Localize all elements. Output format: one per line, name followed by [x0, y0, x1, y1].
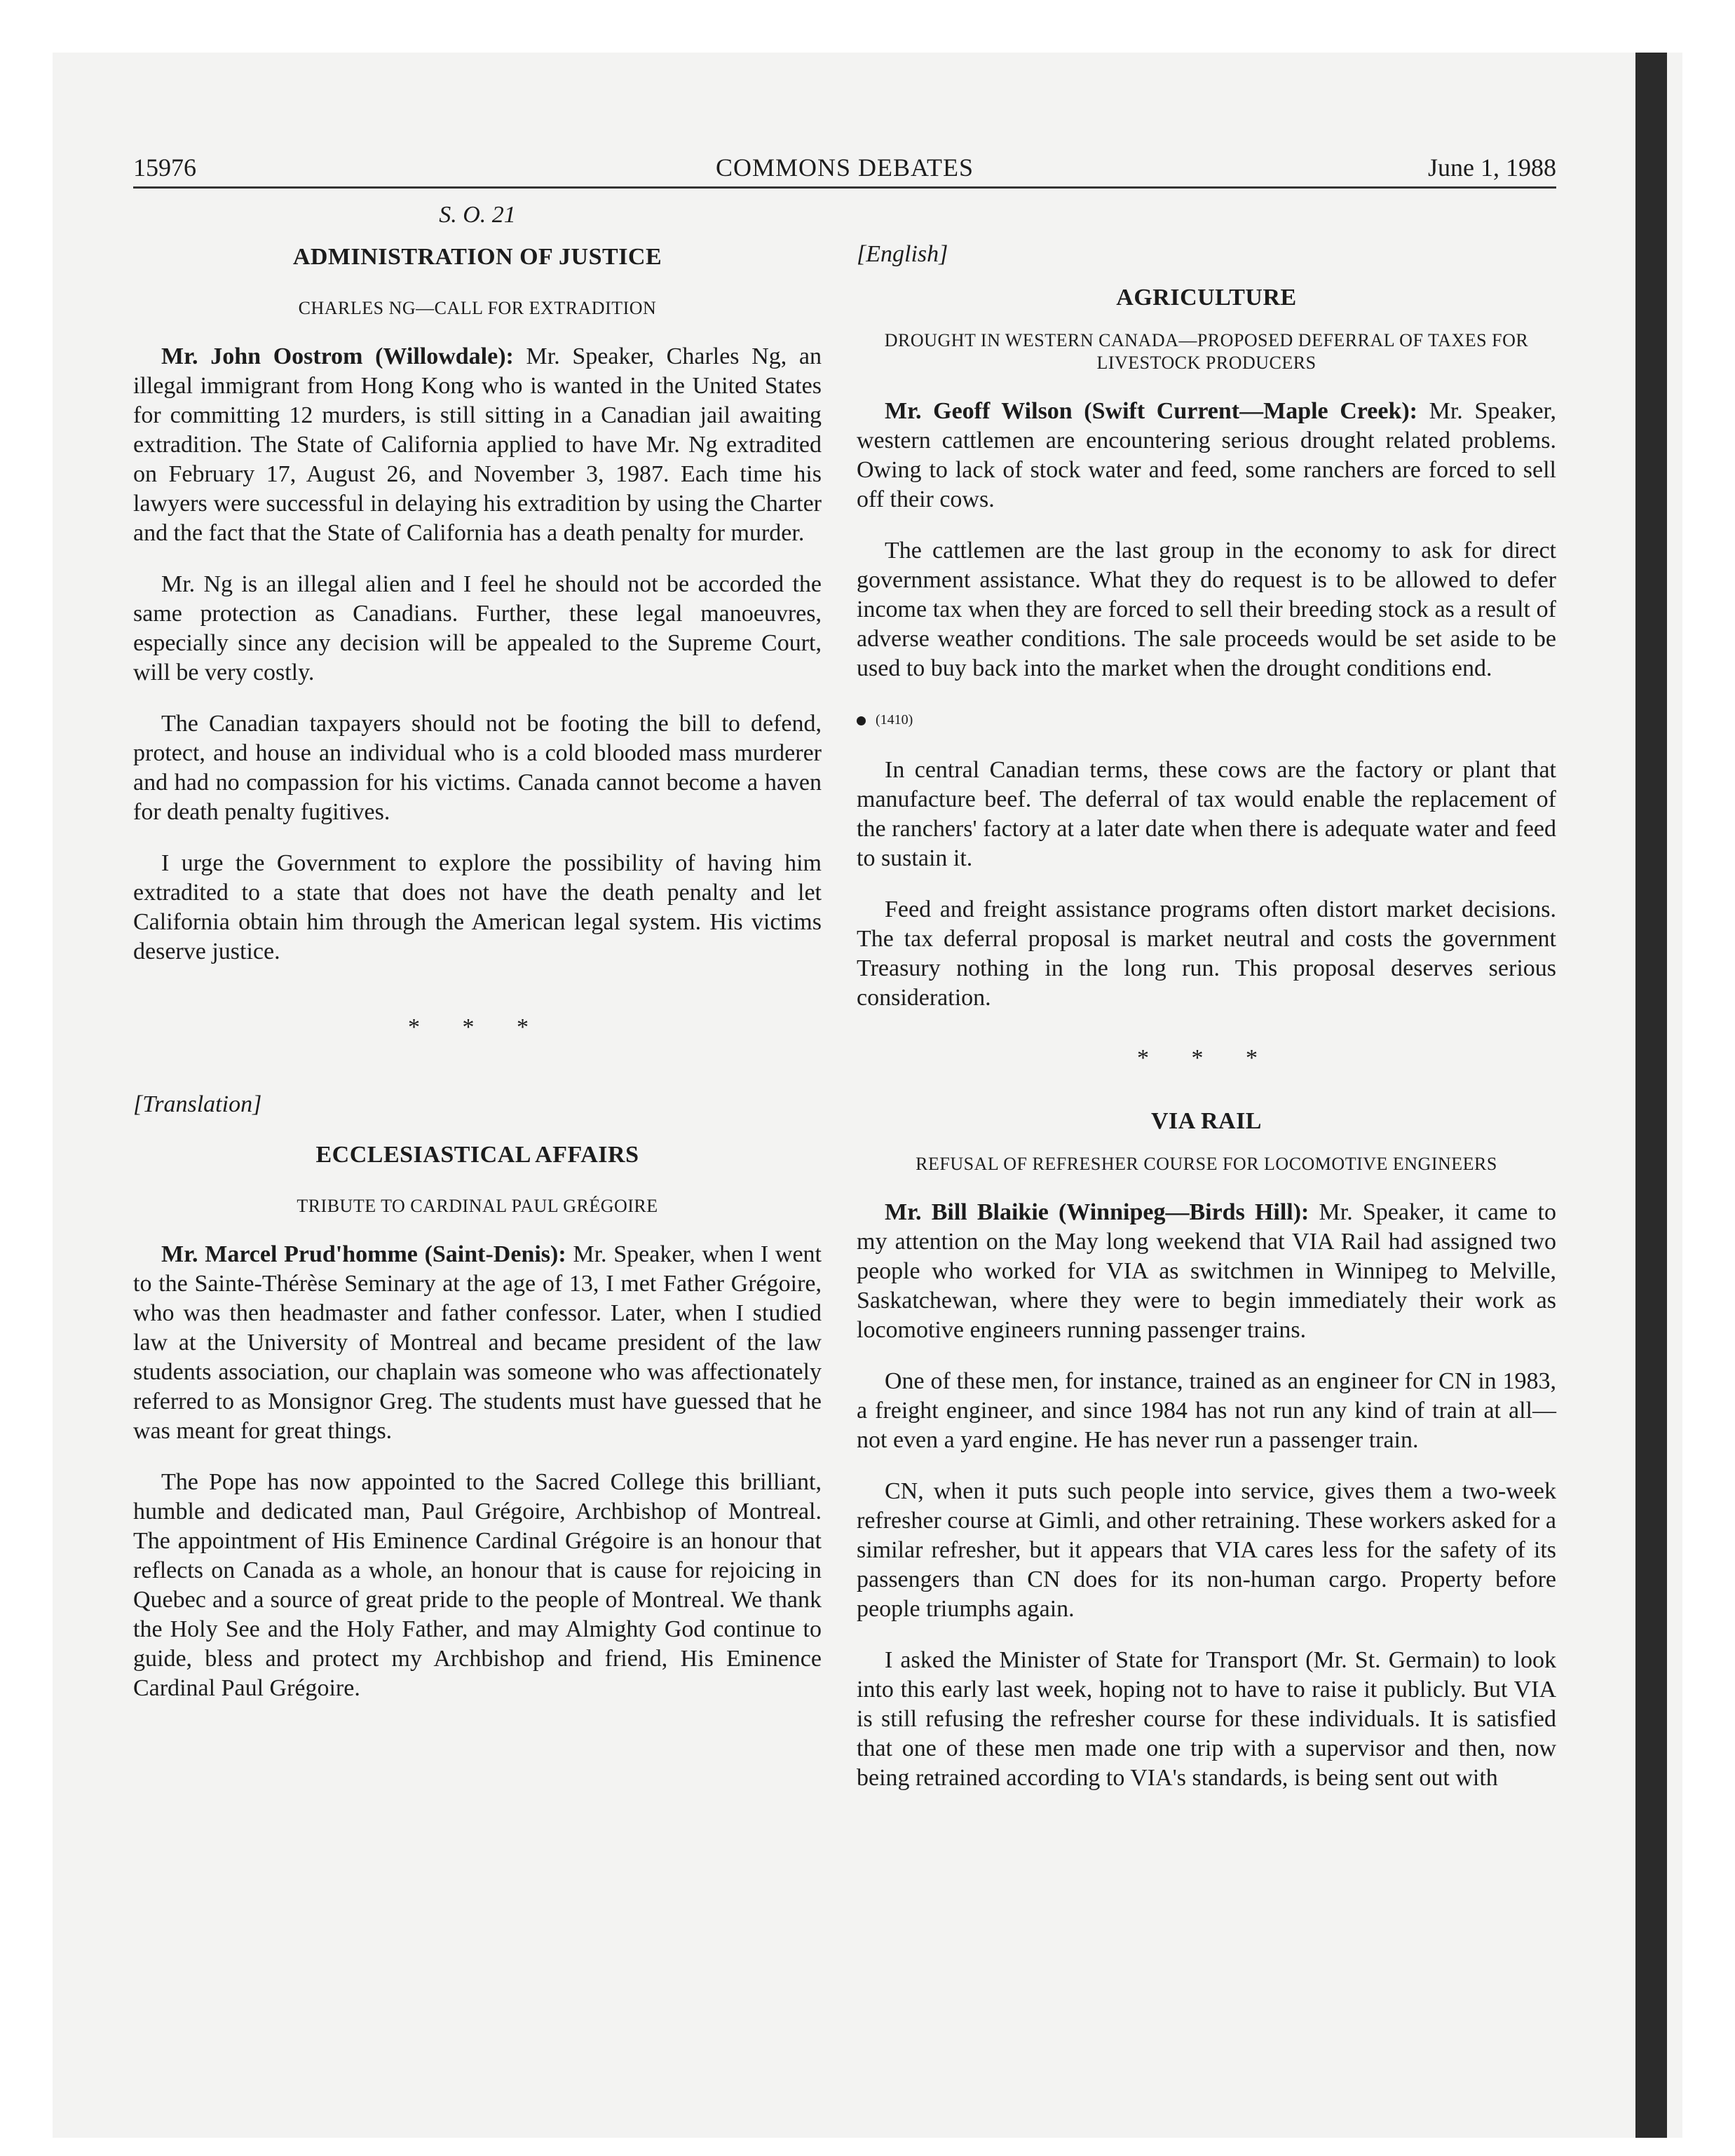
standing-order: S. O. 21 — [439, 202, 516, 228]
paragraph: Mr. Ng is an illegal alien and I feel he should not be accorded the same protection as Canadians. Further, these legal manoeuvres, especially since any decision will be appealed to the Supreme Court, will be very costly. — [133, 571, 822, 685]
section-heading: VIA RAIL — [1151, 1108, 1262, 1134]
section-heading: ECCLESIASTICAL AFFAIRS — [315, 1142, 639, 1168]
paragraph: The Canadian taxpayers should not be footing the bill to defend, protect, and house an individual who is a cold blooded mass murderer and had no compassion for his victims. Canada cannot become a haven for death penalty fugitives. — [133, 711, 822, 825]
paragraph-text: Mr. Speaker, Charles Ng, an illegal immigrant from Hong Kong who is wanted in the United States for committing 12 murders, is still sitting in a Canadian jail awaiting extradition. The State of California applied to have Mr. Ng extradited on February 17, August 26, and November 3, 1987. Each time his lawyers were successful in delaying his extradition by using the Charter and the fact that the State of California has a death penalty for murder. — [133, 343, 822, 546]
page-date: June 1, 1988 — [1428, 153, 1556, 182]
paragraph — [857, 397, 1556, 514]
paragraph — [133, 1240, 822, 1446]
language-note: [English] — [857, 241, 948, 267]
paragraph: One of these men, for instance, trained as an engineer for CN in 1983, a freight engineer, and since 1984 has not run any kind of train at all—not even a yard engine. He has never run a passenger train. — [857, 1368, 1556, 1453]
paragraph: CN, when it puts such people into service, gives them a two-week refresher course at Gimli, and other retraining. These workers asked for a similar refresher, but it appears that VIA cares less for the safety of its passengers than CN does for its non-human cargo. Property before people triumphs again. — [857, 1478, 1556, 1622]
paragraph: Feed and freight assistance programs often distort market decisions. The tax deferral proposal is market neutral and costs the government Treasury nothing in the long run. This proposal deserves serious consideration. — [857, 896, 1556, 1011]
speaker-name: Mr. Marcel Prud'homme (Saint-Denis): — [161, 1241, 566, 1267]
section-subheading: DROUGHT IN WESTERN CANADA—PROPOSED DEFERRAL OF TAXES FOR LIVESTOCK PRODUCERS — [884, 330, 1529, 373]
paragraph: The Pope has now appointed to the Sacred College this brilliant, humble and dedicated man, Paul Grégoire, Archbishop of Montreal. The appointment of His Eminence Cardinal Grégoire is an honour that reflects on Canada as a whole, an honour that is cause for rejoicing in Quebec and a source of great pride to the people of Montreal. We thank the Holy See and the Holy Father, and may Almighty God continue to guide, bless and protect my Archbishop and friend, His Eminence Cardinal Paul Grégoire. — [133, 1469, 822, 1701]
scan-edge — [1635, 53, 1667, 2138]
publication-title: COMMONS DEBATES — [715, 153, 974, 182]
section-divider: * * * — [1137, 1045, 1276, 1071]
time-stamp — [857, 705, 1556, 735]
paragraph: The cattlemen are the last group in the economy to ask for direct government assistance. What they do request is to be allowed to defer income tax when they are forced to sell their breeding stock as a result of adverse weather conditions. The sale proceeds would be set aside to be used to buy back into the market when the drought conditions end. — [857, 538, 1556, 681]
left-column — [133, 200, 822, 1725]
speaker-name: Mr. John Oostrom (Willowdale): — [161, 343, 514, 369]
paragraph — [857, 1198, 1556, 1345]
paragraph: I urge the Government to explore the possibility of having him extradited to a state that does not have the death penalty and let California obtain him through the American legal system. His victims deserve justice. — [133, 850, 822, 964]
paragraph: In central Canadian terms, these cows are the factory or plant that manufacture beef. The deferral of tax would enable the replacement of the ranchers' factory at a later date when there is adequate water and feed to sustain it. — [857, 757, 1556, 871]
section-heading: ADMINISTRATION OF JUSTICE — [292, 244, 662, 270]
speaker-name: Mr. Geoff Wilson (Swift Current—Maple Creek): — [885, 398, 1418, 424]
page-header — [133, 146, 1556, 189]
page-number: 15976 — [133, 153, 196, 182]
section-divider: * * * — [408, 1014, 547, 1040]
right-column — [857, 200, 1556, 1815]
paragraph-text: Mr. Speaker, western cattlemen are encountering serious drought related problems. Owing to lack of stock water and feed, some ranchers are forced to sell off their cows. — [857, 398, 1557, 512]
section-subheading: REFUSAL OF REFRESHER COURSE FOR LOCOMOTIVE ENGINEERS — [916, 1154, 1497, 1174]
bullet-icon — [857, 716, 866, 725]
time-stamp-text: (1410) — [876, 712, 913, 728]
paragraph-text: Mr. Speaker, when I went to the Sainte-Thérèse Seminary at the age of 13, I met Father Grégoire, who was then headmaster and father confessor. Later, when I studied law at the University of Montreal and became president of the law students association, our chaplain was someone who was affectionately referred to as Monsignor Greg. The students must have guessed that he was meant for great things. — [133, 1241, 822, 1444]
section-subheading: TRIBUTE TO CARDINAL PAUL GRÉGOIRE — [297, 1196, 658, 1216]
paragraph: I asked the Minister of State for Transport (Mr. St. Germain) to look into this early last week, hoping not to have to raise it publicly. But VIA is still refusing the refresher course for these individuals. It is satisfied that one of these men made one trip with a supervisor and then, now being retrained according to VIA's standards, is being sent out with — [857, 1647, 1556, 1791]
paragraph — [133, 342, 822, 548]
section-subheading: CHARLES NG—CALL FOR EXTRADITION — [298, 298, 657, 318]
section-heading: AGRICULTURE — [1116, 285, 1297, 311]
speaker-name: Mr. Bill Blaikie (Winnipeg—Birds Hill): — [885, 1199, 1309, 1225]
paragraph-text: Mr. Speaker, it came to my attention on the May long weekend that VIA Rail had assigned two people who worked for VIA as switchmen in Winnipeg to Melville, Saskatchewan, where they were to begin immediately their work as locomotive engineers running passenger trains. — [857, 1199, 1556, 1343]
language-note: [Translation] — [133, 1091, 262, 1117]
